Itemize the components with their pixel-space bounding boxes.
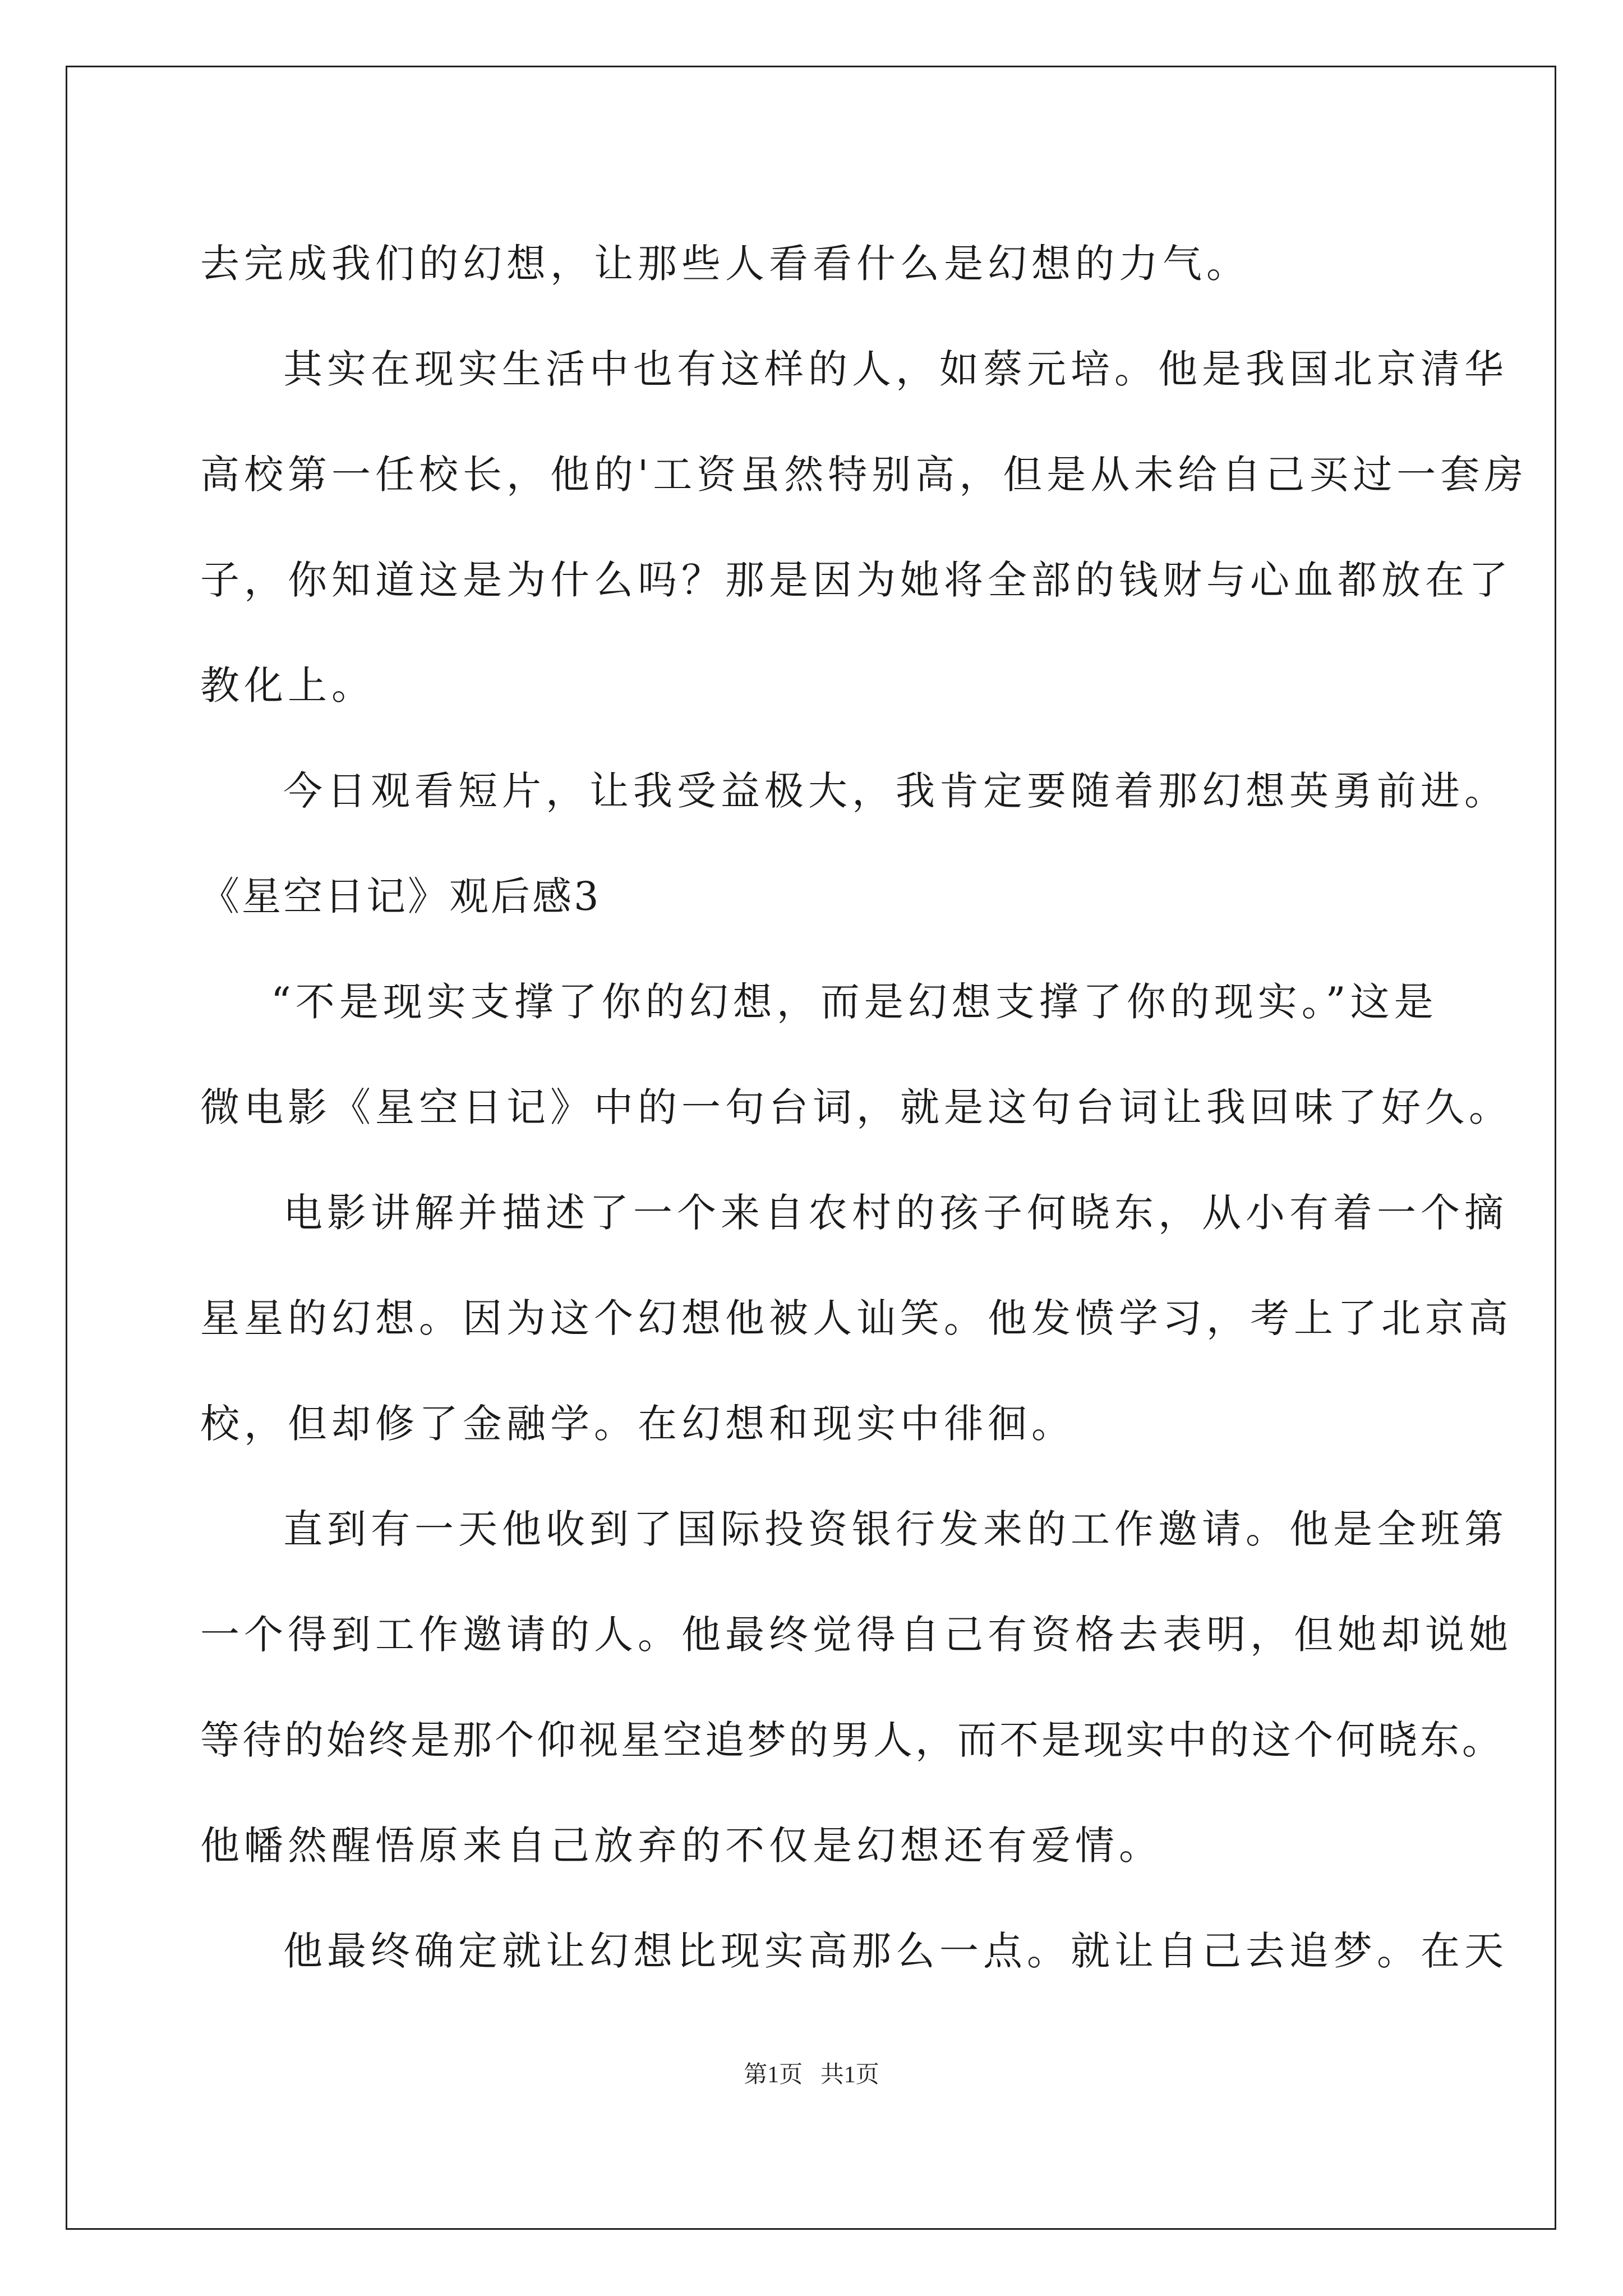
text-line: 微电影《星空日记》中的一句台词，就是这句台词让我回味了好久。 [200, 1084, 1513, 1130]
text-line: 高校第一任校长，他的'工资虽然特别高，但是从未给自己买过一套房 [200, 452, 1528, 498]
text-line: 校，但却修了金融学。在幻想和现实中徘徊。 [200, 1401, 1075, 1447]
text-line: “不是现实支撑了你的幻想，而是幻想支撑了你的现实。”这是 [271, 979, 1438, 1025]
page-number-footer: 第1页 共1页 [744, 2062, 879, 2088]
text-line: 等待的始终是那个仰视星空追梦的男人，而不是现实中的这个何晓东。 [200, 1717, 1504, 1763]
document-body [200, 211, 1528, 2004]
text-line: 子，你知道这是为什么吗？那是因为她将全部的钱财与心血都放在了 [200, 557, 1513, 603]
text-line: 一个得到工作邀请的人。他最终觉得自己有资格去表明，但她却说她 [200, 1612, 1513, 1658]
text-line: 电影讲解并描述了一个来自农村的孩子何晓东，从小有着一个摘 [283, 1190, 1508, 1236]
text-line: 去完成我们的幻想，让那些人看看什么是幻想的力气。 [200, 241, 1250, 287]
text-line: 星星的幻想。因为这个幻想他被人讪笑。他发愤学习，考上了北京高 [200, 1295, 1513, 1341]
text-line: 其实在现实生活中也有这样的人，如蔡元培。他是我国北京清华 [283, 346, 1508, 392]
text-line: 教化上。 [200, 662, 375, 708]
text-line: 他最终确定就让幻想比现实高那么一点。就让自己去追梦。在天 [283, 1928, 1508, 1974]
text-line: 他幡然醒悟原来自己放弃的不仅是幻想还有爱情。 [200, 1823, 1163, 1869]
text-line: 直到有一天他收到了国际投资银行发来的工作邀请。他是全班第 [283, 1506, 1508, 1552]
section-heading: 《星空日记》观后感3 [200, 873, 601, 919]
text-line: 今日观看短片，让我受益极大，我肯定要随着那幻想英勇前进。 [283, 768, 1508, 814]
